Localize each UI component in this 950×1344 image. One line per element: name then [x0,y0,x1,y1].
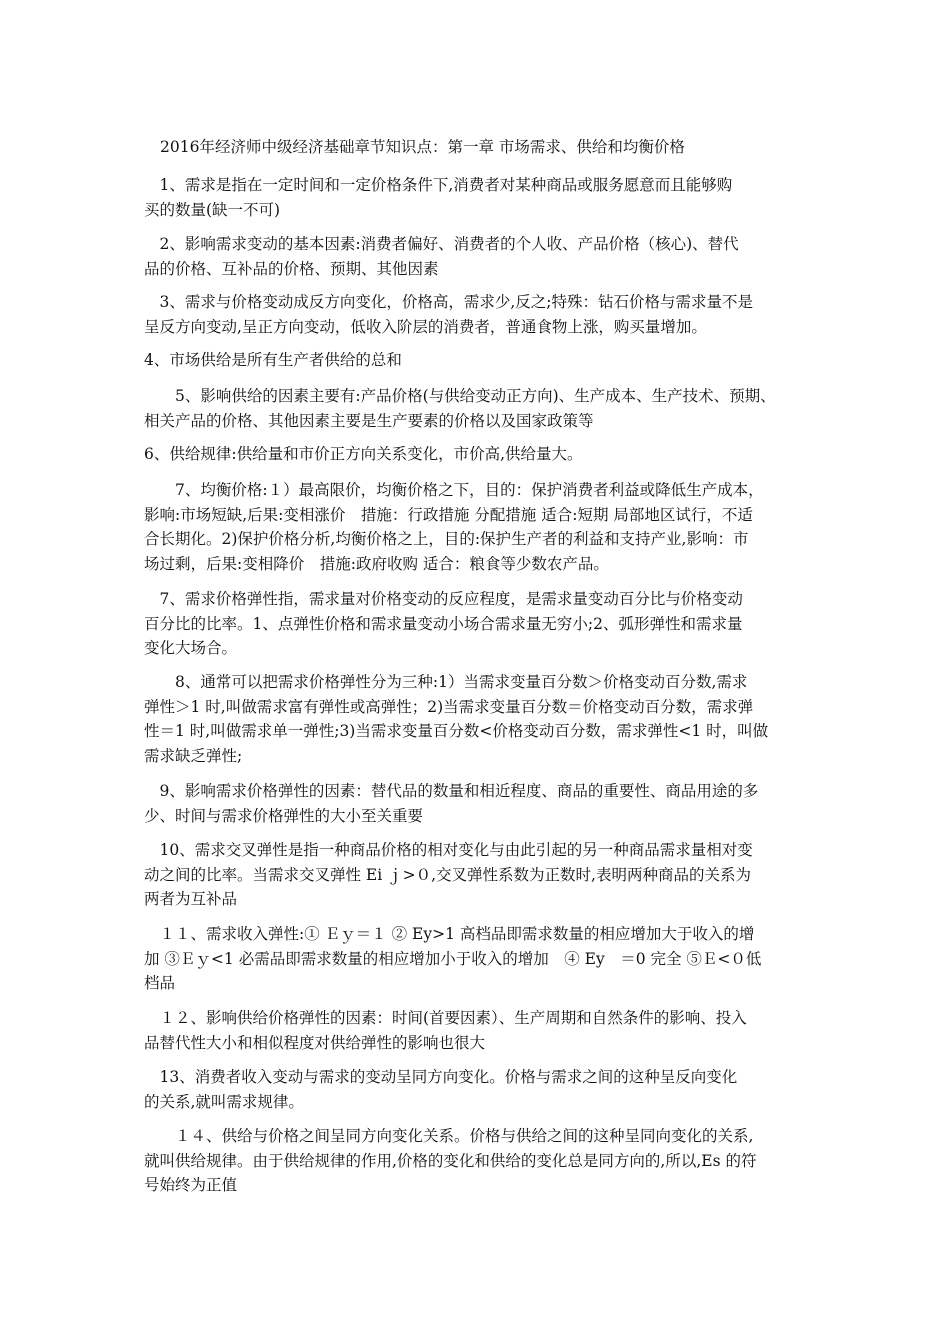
paragraph-line: 性＝1 时,叫做需求单一弹性;3)当需求变量百分数<价格变动百分数，需求弹性<1 时，叫做 [144,722,769,740]
paragraph-line: 10、需求交叉弹性是指一种商品价格的相对变化与由此引起的另一种商品需求量相对变 [144,841,753,859]
paragraph-line: 7、需求价格弹性指，需求量对价格变动的反应程度，是需求量变动百分比与价格变动 [144,590,743,608]
paragraph-line: 3、需求与价格变动成反方向变化，价格高，需求少,反之;特殊：钻石价格与需求量不是 [144,293,754,311]
paragraph-line: 2、影响需求变动的基本因素:消费者偏好、消费者的个人收、产品价格（核心)、替代 [144,235,739,253]
paragraph-line: １２、影响供给价格弹性的因素：时间(首要因素）、生产周期和自然条件的影响、投入 [144,1009,747,1027]
paragraph-10 [144,779,812,828]
document-title: 2016年经济师中级经济基础章节知识点：第一章 市场需求、供给和均衡价格 [160,138,685,156]
paragraph-2 [144,232,812,281]
paragraph-line: 就叫供给规律。由于供给规律的作用,价格的变化和供给的变化总是同方向的,所以,Es 的符 [144,1151,757,1170]
paragraph-11 [144,838,812,912]
paragraph-line: 加 ③Ｅｙ<1 必需品即需求数量的相应增加小于收入的增加 ④ Ey ＝0 完全 ⑤Ｅ<０低 [144,949,762,968]
paragraph-line: １４、供给与价格之间呈同方向变化关系。价格与供给之间的这种呈同向变化的关系, [144,1127,754,1145]
paragraph-line: 9、影响需求价格弹性的因素：替代品的数量和相近程度、商品的重要性、商品用途的多 [144,782,759,800]
paragraph-8 [144,587,812,661]
paragraph-line: １１、需求收入弹性:① Ｅｙ＝１ ② Ey>1 高档品即需求数量的相应增加大于收入的增 [144,925,755,943]
paragraph-line: 13、消费者收入变动与需求的变动呈同方向变化。价格与需求之间的这种呈反向变化 [144,1068,738,1086]
paragraph-line: 1、需求是指在一定时间和一定价格条件下,消费者对某种商品或服务愿意而且能够购 [144,176,733,194]
paragraph-line: 品的价格、互补品的价格、预期、其他因素 [144,259,439,278]
paragraph-line: 合长期化。2)保护价格分析,均衡价格之上，目的:保护生产者的利益和支持产业,影响：市 [144,530,749,548]
paragraph-14 [144,1065,812,1114]
paragraph-line: 号始终为正值 [144,1176,238,1194]
paragraph-1 [144,173,812,222]
paragraph-15 [144,1124,812,1198]
paragraph-line: 6、供给规律:供给量和市价正方向关系变化，市价高,供给量大。 [144,445,583,463]
paragraph-9 [144,670,812,768]
paragraph-13 [144,1006,812,1055]
paragraph-line: 的关系,就叫需求规律。 [144,1092,304,1111]
paragraph-line: 相关产品的价格、其他因素主要是生产要素的价格以及国家政策等 [144,411,594,430]
paragraph-line: 买的数量(缺一不可) [144,200,281,219]
paragraph-line: 两者为互补品 [144,890,238,908]
paragraph-line: 百分比的比率。1、点弹性价格和需求量变动小场合需求量无穷小;2、弧形弹性和需求量 [144,614,743,633]
paragraph-3 [144,290,812,339]
paragraph-line: 少、时间与需求价格弹性的大小至关重要 [144,806,424,825]
paragraph-line: 场过剩，后果:变相降价 措施:政府收购 适合：粮食等少数农产品。 [144,554,609,573]
paragraph-line: 7、均衡价格:１）最高限价，均衡价格之下，目的：保护消费者利益或降低生产成本， [144,481,764,499]
paragraph-12 [144,922,812,996]
paragraph-line: 4、市场供给是所有生产者供给的总和 [144,351,402,369]
paragraph-line: 变化大场合。 [144,639,238,657]
paragraph-4 [144,348,812,373]
paragraph-line: 档品 [144,974,176,992]
paragraph-line: 8、通常可以把需求价格弹性分为三种:1）当需求变量百分数＞价格变动百分数,需求 [144,673,748,691]
paragraph-line: 动之间的比率。当需求交叉弹性 Ei ｊ>０,交叉弹性系数为正数时,表明两种商品的关系为 [144,865,751,884]
paragraph-6 [144,442,812,467]
paragraph-line: 需求缺乏弹性; [144,746,243,765]
paragraph-line: 5、影响供给的因素主要有:产品价格(与供给变动正方向)、生产成本、生产技术、预期、 [144,387,776,405]
paragraph-line: 品替代性大小和相似程度对供给弹性的影响也很大 [144,1033,486,1052]
paragraph-line: 弹性＞1 时,叫做需求富有弹性或高弹性；2)当需求变量百分数＝价格变动百分数，需求弹 [144,697,754,716]
paragraph-line: 影响:市场短缺,后果:变相涨价 措施：行政措施 分配措施 适合:短期 局部地区试行，不适 [144,505,753,524]
paragraph-5 [144,384,812,433]
paragraph-7 [144,478,812,576]
paragraph-line: 呈反方向变动,呈正方向变动，低收入阶层的消费者，普通食物上涨，购买量增加。 [144,317,707,336]
